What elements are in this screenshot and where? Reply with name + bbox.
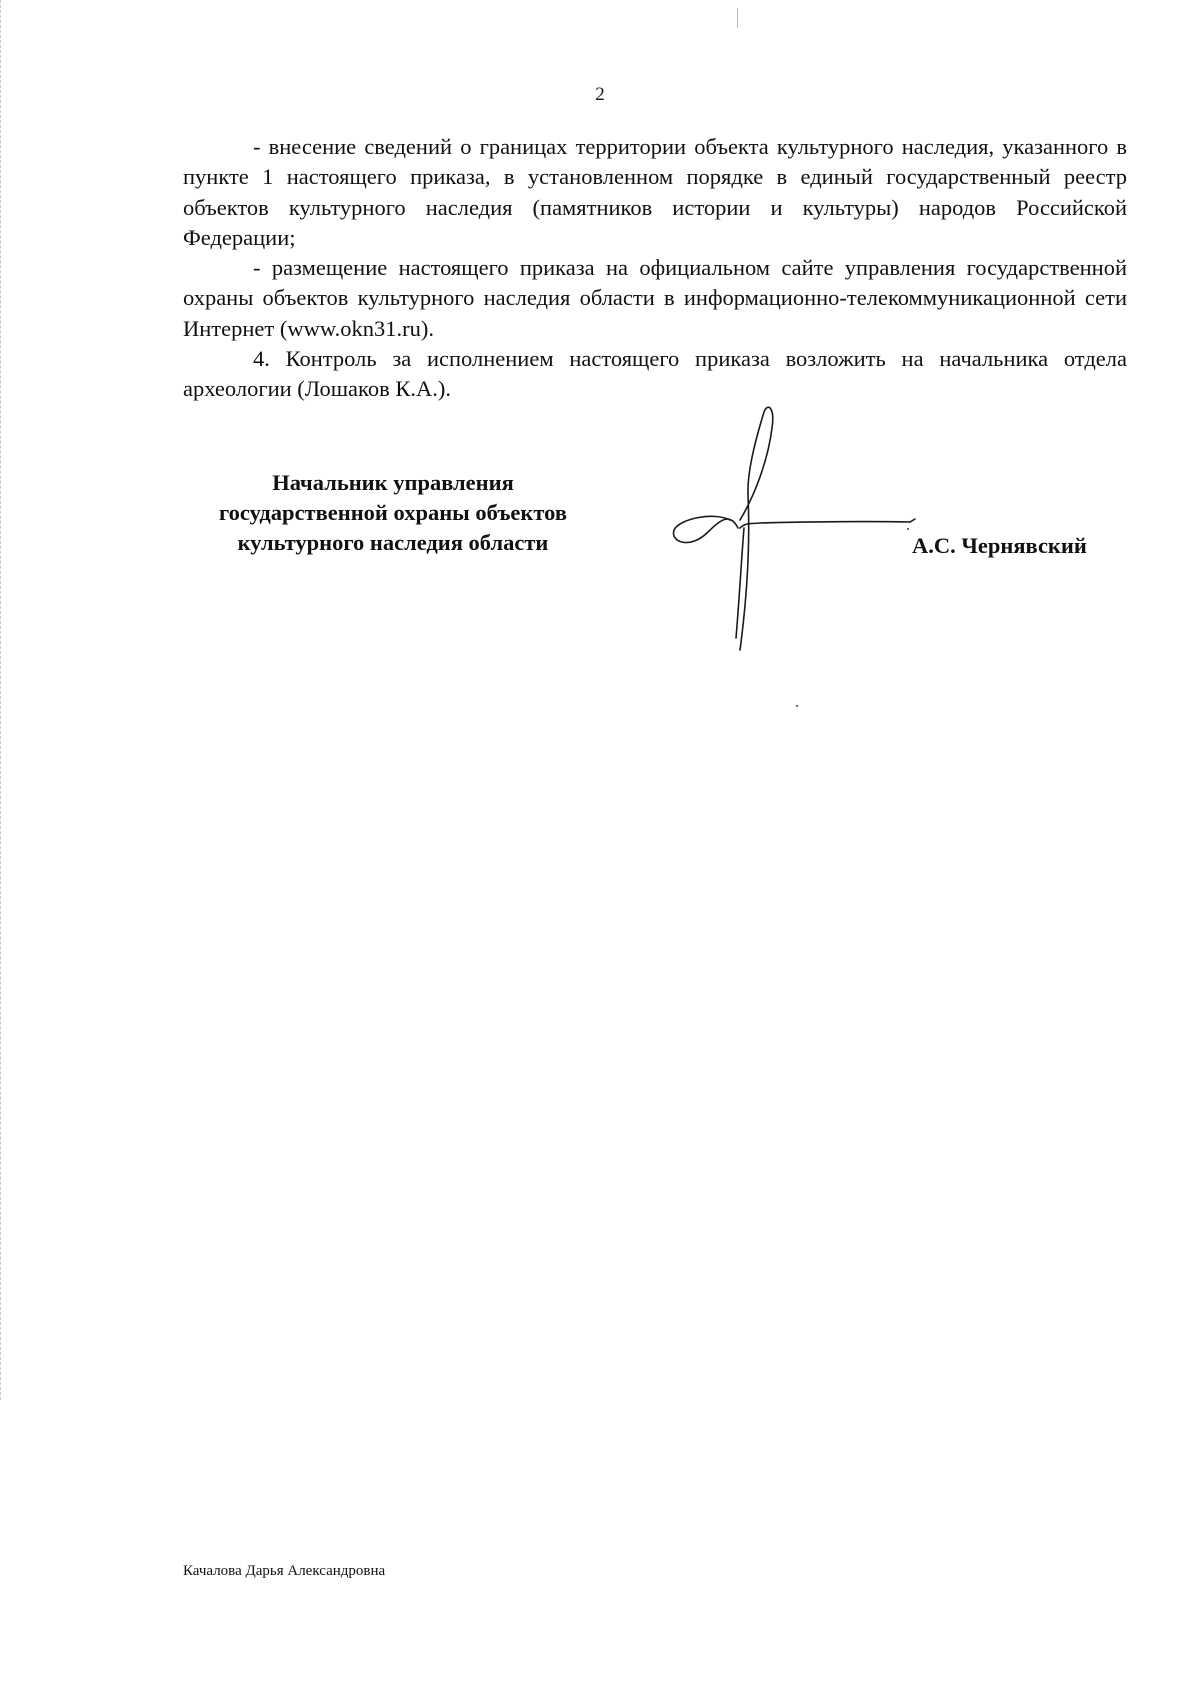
scan-edge-artifact [0,0,4,1400]
document-body [183,132,1127,405]
signatory-title-line: Начальник управления [272,470,514,495]
signatory-title-line: государственной охраны объектов [219,500,567,525]
page-number: 2 [595,84,605,105]
signatory-title-line: культурного наследия области [237,530,549,555]
scan-speck [907,528,909,530]
paragraph-registry: - внесение сведений о границах территории объекта культурного наследия, указанного в пункте 1 настоящего приказа, в установленном порядке в единый государственный реестр объектов культурного наследия (памятников истории и культуры) народов Российской Федерации; [183,134,1127,250]
paragraph-control: 4. Контроль за исполнением настоящего приказа возложить на начальника отдела археологии (Лошаков К.А.). [183,346,1127,402]
signatory-title [183,468,603,558]
paragraph-website: - размещение настоящего приказа на официальном сайте управления государственной охраны объектов культурного наследия области в информационно-телекоммуникационной сети Интернет (www.okn31.ru). [183,255,1127,341]
executor-name: Качалова Дарья Александровна [183,1563,386,1579]
signer-name: А.С. Чернявский [912,533,1087,558]
scan-mark-artifact [737,8,738,28]
scan-speck [796,705,798,707]
handwritten-signature [660,400,920,670]
